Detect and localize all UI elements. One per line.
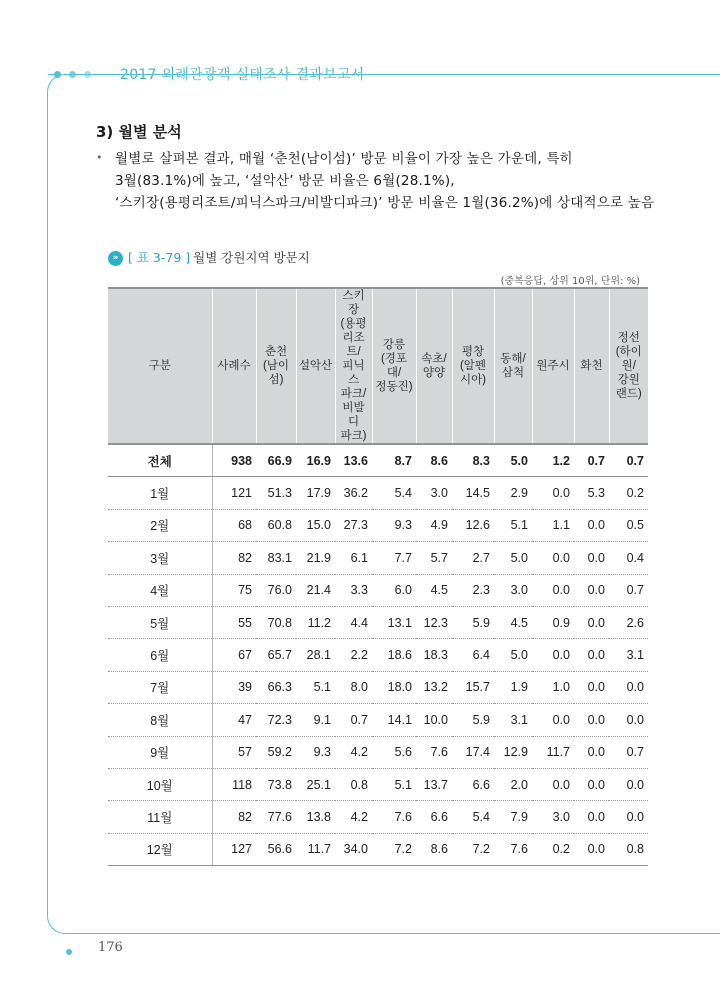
table-cell: 9.1 bbox=[296, 704, 335, 736]
table-cell: 8.6 bbox=[416, 833, 452, 865]
table-cell: 5.7 bbox=[416, 542, 452, 574]
table-cell: 0.0 bbox=[532, 639, 574, 671]
data-table bbox=[108, 287, 648, 866]
table-cell: 67 bbox=[212, 639, 256, 671]
table-cell: 0.2 bbox=[532, 833, 574, 865]
table-cell: 1.0 bbox=[532, 671, 574, 703]
double-chevron-icon: » bbox=[108, 251, 123, 266]
column-header: 구분 bbox=[108, 288, 212, 444]
table-cell: 5.0 bbox=[494, 542, 532, 574]
table-cell: 5.1 bbox=[494, 509, 532, 541]
table-cell: 82 bbox=[212, 542, 256, 574]
table-row bbox=[108, 477, 648, 509]
table-cell: 13.2 bbox=[416, 671, 452, 703]
table-cell: 1.9 bbox=[494, 671, 532, 703]
table-header-row bbox=[108, 288, 648, 444]
table-cell: 15.7 bbox=[452, 671, 494, 703]
table-cell: 8.0 bbox=[335, 671, 372, 703]
table-cell: 6.6 bbox=[416, 801, 452, 833]
table-cell: 0.0 bbox=[609, 801, 648, 833]
table-cell: 5.3 bbox=[574, 477, 609, 509]
row-label: 3월 bbox=[108, 542, 212, 574]
table-cell: 8.6 bbox=[416, 444, 452, 477]
table-cell: 0.0 bbox=[532, 704, 574, 736]
row-label: 9월 bbox=[108, 736, 212, 768]
table-row bbox=[108, 768, 648, 800]
table-row bbox=[108, 574, 648, 606]
row-label: 8월 bbox=[108, 704, 212, 736]
table-cell: 16.9 bbox=[296, 444, 335, 477]
table-cell: 9.3 bbox=[372, 509, 416, 541]
table-cell: 118 bbox=[212, 768, 256, 800]
table-cell: 0.9 bbox=[532, 606, 574, 638]
table-cell: 0.0 bbox=[574, 509, 609, 541]
column-header: 설악산 bbox=[296, 288, 335, 444]
table-row bbox=[108, 833, 648, 865]
table-cell: 5.6 bbox=[372, 736, 416, 768]
table-cell: 0.0 bbox=[574, 801, 609, 833]
column-header: 원주시 bbox=[532, 288, 574, 444]
table-row bbox=[108, 606, 648, 638]
table-note: (중복응답, 상위 10위, 단위: %) bbox=[500, 276, 640, 287]
table-cell: 28.1 bbox=[296, 639, 335, 671]
table-cell: 7.9 bbox=[494, 801, 532, 833]
table-cell: 0.4 bbox=[609, 542, 648, 574]
table-number: [ 표 3-79 ] bbox=[128, 250, 191, 265]
table-cell: 0.0 bbox=[609, 671, 648, 703]
table-cell: 0.7 bbox=[335, 704, 372, 736]
table-cell: 0.7 bbox=[609, 736, 648, 768]
table-cell: 938 bbox=[212, 444, 256, 477]
table-row bbox=[108, 542, 648, 574]
table-cell: 4.2 bbox=[335, 801, 372, 833]
table-cell: 75 bbox=[212, 574, 256, 606]
table-cell: 6.4 bbox=[452, 639, 494, 671]
table-cell: 0.0 bbox=[532, 542, 574, 574]
column-header: 화천 bbox=[574, 288, 609, 444]
table-cell: 0.8 bbox=[609, 833, 648, 865]
bullet-icon: • bbox=[96, 151, 103, 164]
row-label: 6월 bbox=[108, 639, 212, 671]
table-cell: 72.3 bbox=[256, 704, 296, 736]
table-cell: 3.1 bbox=[494, 704, 532, 736]
table-title: 월별 강원지역 방문지 bbox=[193, 250, 310, 265]
table-cell: 5.0 bbox=[494, 639, 532, 671]
table-cell: 66.3 bbox=[256, 671, 296, 703]
row-label: 10월 bbox=[108, 768, 212, 800]
table-cell: 127 bbox=[212, 833, 256, 865]
table-cell: 3.1 bbox=[609, 639, 648, 671]
page-dot-icon bbox=[66, 949, 72, 955]
table-cell: 25.1 bbox=[296, 768, 335, 800]
table-cell: 4.5 bbox=[416, 574, 452, 606]
row-label: 11월 bbox=[108, 801, 212, 833]
table-cell: 39 bbox=[212, 671, 256, 703]
table-cell: 5.1 bbox=[372, 768, 416, 800]
table-cell: 68 bbox=[212, 509, 256, 541]
table-cell: 12.9 bbox=[494, 736, 532, 768]
table-cell: 9.3 bbox=[296, 736, 335, 768]
table-cell: 0.0 bbox=[574, 639, 609, 671]
table-cell: 6.0 bbox=[372, 574, 416, 606]
table-cell: 56.6 bbox=[256, 833, 296, 865]
table-cell: 3.0 bbox=[416, 477, 452, 509]
table-cell: 0.0 bbox=[574, 768, 609, 800]
table-cell: 0.0 bbox=[532, 768, 574, 800]
table-cell: 51.3 bbox=[256, 477, 296, 509]
table-cell: 27.3 bbox=[335, 509, 372, 541]
column-header: 평창 (알펜 시아) bbox=[452, 288, 494, 444]
table-cell: 0.0 bbox=[574, 671, 609, 703]
table-cell: 6.6 bbox=[452, 768, 494, 800]
section-title: 3) 월별 분석 bbox=[96, 123, 182, 141]
table-cell: 0.5 bbox=[609, 509, 648, 541]
paragraph-line: ‘스키장(용평리조트/피닉스파크/비발디파크)’ 방문 비율은 1월(36.2%)에 상대적으로 높음 bbox=[115, 195, 655, 211]
table-cell: 13.6 bbox=[335, 444, 372, 477]
table-cell: 5.0 bbox=[494, 444, 532, 477]
table-cell: 2.0 bbox=[494, 768, 532, 800]
table-cell: 5.9 bbox=[452, 704, 494, 736]
table-cell: 7.6 bbox=[372, 801, 416, 833]
table-cell: 7.6 bbox=[416, 736, 452, 768]
table-cell: 5.4 bbox=[372, 477, 416, 509]
table-cell: 4.2 bbox=[335, 736, 372, 768]
table-cell: 4.5 bbox=[494, 606, 532, 638]
table-cell: 0.0 bbox=[574, 736, 609, 768]
table-cell: 12.6 bbox=[452, 509, 494, 541]
table-cell: 55 bbox=[212, 606, 256, 638]
table-cell: 6.1 bbox=[335, 542, 372, 574]
table-cell: 59.2 bbox=[256, 736, 296, 768]
table-cell: 1.2 bbox=[532, 444, 574, 477]
table-cell: 1.1 bbox=[532, 509, 574, 541]
table-cell: 47 bbox=[212, 704, 256, 736]
table-cell: 17.4 bbox=[452, 736, 494, 768]
table-cell: 2.7 bbox=[452, 542, 494, 574]
table-cell: 60.8 bbox=[256, 509, 296, 541]
table-cell: 15.0 bbox=[296, 509, 335, 541]
table-cell: 77.6 bbox=[256, 801, 296, 833]
row-label: 1월 bbox=[108, 477, 212, 509]
table-cell: 0.2 bbox=[609, 477, 648, 509]
table-cell: 18.0 bbox=[372, 671, 416, 703]
table-cell: 0.7 bbox=[609, 444, 648, 477]
table-cell: 2.2 bbox=[335, 639, 372, 671]
column-header: 춘천 (남이섬) bbox=[256, 288, 296, 444]
table-cell: 76.0 bbox=[256, 574, 296, 606]
table-cell: 13.8 bbox=[296, 801, 335, 833]
row-label: 전체 bbox=[108, 444, 212, 477]
table-cell: 13.7 bbox=[416, 768, 452, 800]
table-cell: 36.2 bbox=[335, 477, 372, 509]
table-cell: 3.3 bbox=[335, 574, 372, 606]
table-cell: 14.1 bbox=[372, 704, 416, 736]
header-title: 2017 외래관광객 실태조사 결과보고서 bbox=[120, 67, 365, 83]
table-cell: 2.6 bbox=[609, 606, 648, 638]
table-cell: 11.7 bbox=[296, 833, 335, 865]
table-cell: 121 bbox=[212, 477, 256, 509]
table-cell: 5.1 bbox=[296, 671, 335, 703]
table-cell: 18.6 bbox=[372, 639, 416, 671]
table-cell: 17.9 bbox=[296, 477, 335, 509]
table-cell: 0.0 bbox=[532, 477, 574, 509]
table-cell: 66.9 bbox=[256, 444, 296, 477]
column-header: 동해/ 삼척 bbox=[494, 288, 532, 444]
paragraph-line: 3월(83.1%)에 높고, ‘설악산’ 방문 비율은 6월(28.1%), bbox=[115, 173, 455, 189]
table-cell: 8.3 bbox=[452, 444, 494, 477]
table-cell: 4.9 bbox=[416, 509, 452, 541]
table-cell: 13.1 bbox=[372, 606, 416, 638]
row-label: 4월 bbox=[108, 574, 212, 606]
column-header: 사례수 bbox=[212, 288, 256, 444]
table-cell: 7.2 bbox=[372, 833, 416, 865]
table-cell: 3.0 bbox=[532, 801, 574, 833]
table-cell: 0.0 bbox=[574, 542, 609, 574]
table-cell: 21.4 bbox=[296, 574, 335, 606]
table-cell: 5.9 bbox=[452, 606, 494, 638]
table-row bbox=[108, 801, 648, 833]
table-cell: 70.8 bbox=[256, 606, 296, 638]
table-cell: 11.2 bbox=[296, 606, 335, 638]
row-label: 7월 bbox=[108, 671, 212, 703]
table-cell: 5.4 bbox=[452, 801, 494, 833]
row-label: 12월 bbox=[108, 833, 212, 865]
table-cell: 18.3 bbox=[416, 639, 452, 671]
table-row bbox=[108, 639, 648, 671]
table-cell: 0.7 bbox=[574, 444, 609, 477]
table-cell: 73.8 bbox=[256, 768, 296, 800]
table-row bbox=[108, 509, 648, 541]
paragraph-line: 월별로 살펴본 결과, 매월 ‘춘천(남이섬)’ 방문 비율이 가장 높은 가운데, 특히 bbox=[115, 151, 573, 167]
table-cell: 4.4 bbox=[335, 606, 372, 638]
table-cell: 34.0 bbox=[335, 833, 372, 865]
table-cell: 3.0 bbox=[494, 574, 532, 606]
table-cell: 0.0 bbox=[574, 704, 609, 736]
total-row bbox=[108, 444, 648, 477]
column-header: 정선 (하이원/ 강원 랜드) bbox=[609, 288, 648, 444]
table-cell: 0.0 bbox=[609, 768, 648, 800]
table-cell: 7.7 bbox=[372, 542, 416, 574]
row-label: 5월 bbox=[108, 606, 212, 638]
page-number: 176 bbox=[98, 940, 123, 955]
column-header: 속초/ 양양 bbox=[416, 288, 452, 444]
table-cell: 0.0 bbox=[532, 574, 574, 606]
table-row bbox=[108, 736, 648, 768]
table-cell: 0.7 bbox=[609, 574, 648, 606]
table-cell: 14.5 bbox=[452, 477, 494, 509]
table-cell: 12.3 bbox=[416, 606, 452, 638]
table-cell: 2.9 bbox=[494, 477, 532, 509]
table-cell: 83.1 bbox=[256, 542, 296, 574]
table-cell: 0.0 bbox=[609, 704, 648, 736]
table-cell: 7.6 bbox=[494, 833, 532, 865]
table-cell: 8.7 bbox=[372, 444, 416, 477]
table-row bbox=[108, 671, 648, 703]
row-label: 2월 bbox=[108, 509, 212, 541]
table-cell: 0.8 bbox=[335, 768, 372, 800]
table-cell: 0.0 bbox=[574, 833, 609, 865]
column-header: 강릉 (경포대/ 정동진) bbox=[372, 288, 416, 444]
column-header: 스키장 (용평 리조트/ 피닉스 파크/ 비발디 파크) bbox=[335, 288, 372, 444]
table-cell: 0.0 bbox=[574, 574, 609, 606]
table-cell: 21.9 bbox=[296, 542, 335, 574]
table-caption bbox=[108, 248, 310, 268]
table-row bbox=[108, 704, 648, 736]
table-cell: 2.3 bbox=[452, 574, 494, 606]
table-cell: 11.7 bbox=[532, 736, 574, 768]
table-cell: 0.0 bbox=[574, 606, 609, 638]
table-cell: 10.0 bbox=[416, 704, 452, 736]
table-cell: 82 bbox=[212, 801, 256, 833]
table-cell: 57 bbox=[212, 736, 256, 768]
table-cell: 7.2 bbox=[452, 833, 494, 865]
table-cell: 65.7 bbox=[256, 639, 296, 671]
